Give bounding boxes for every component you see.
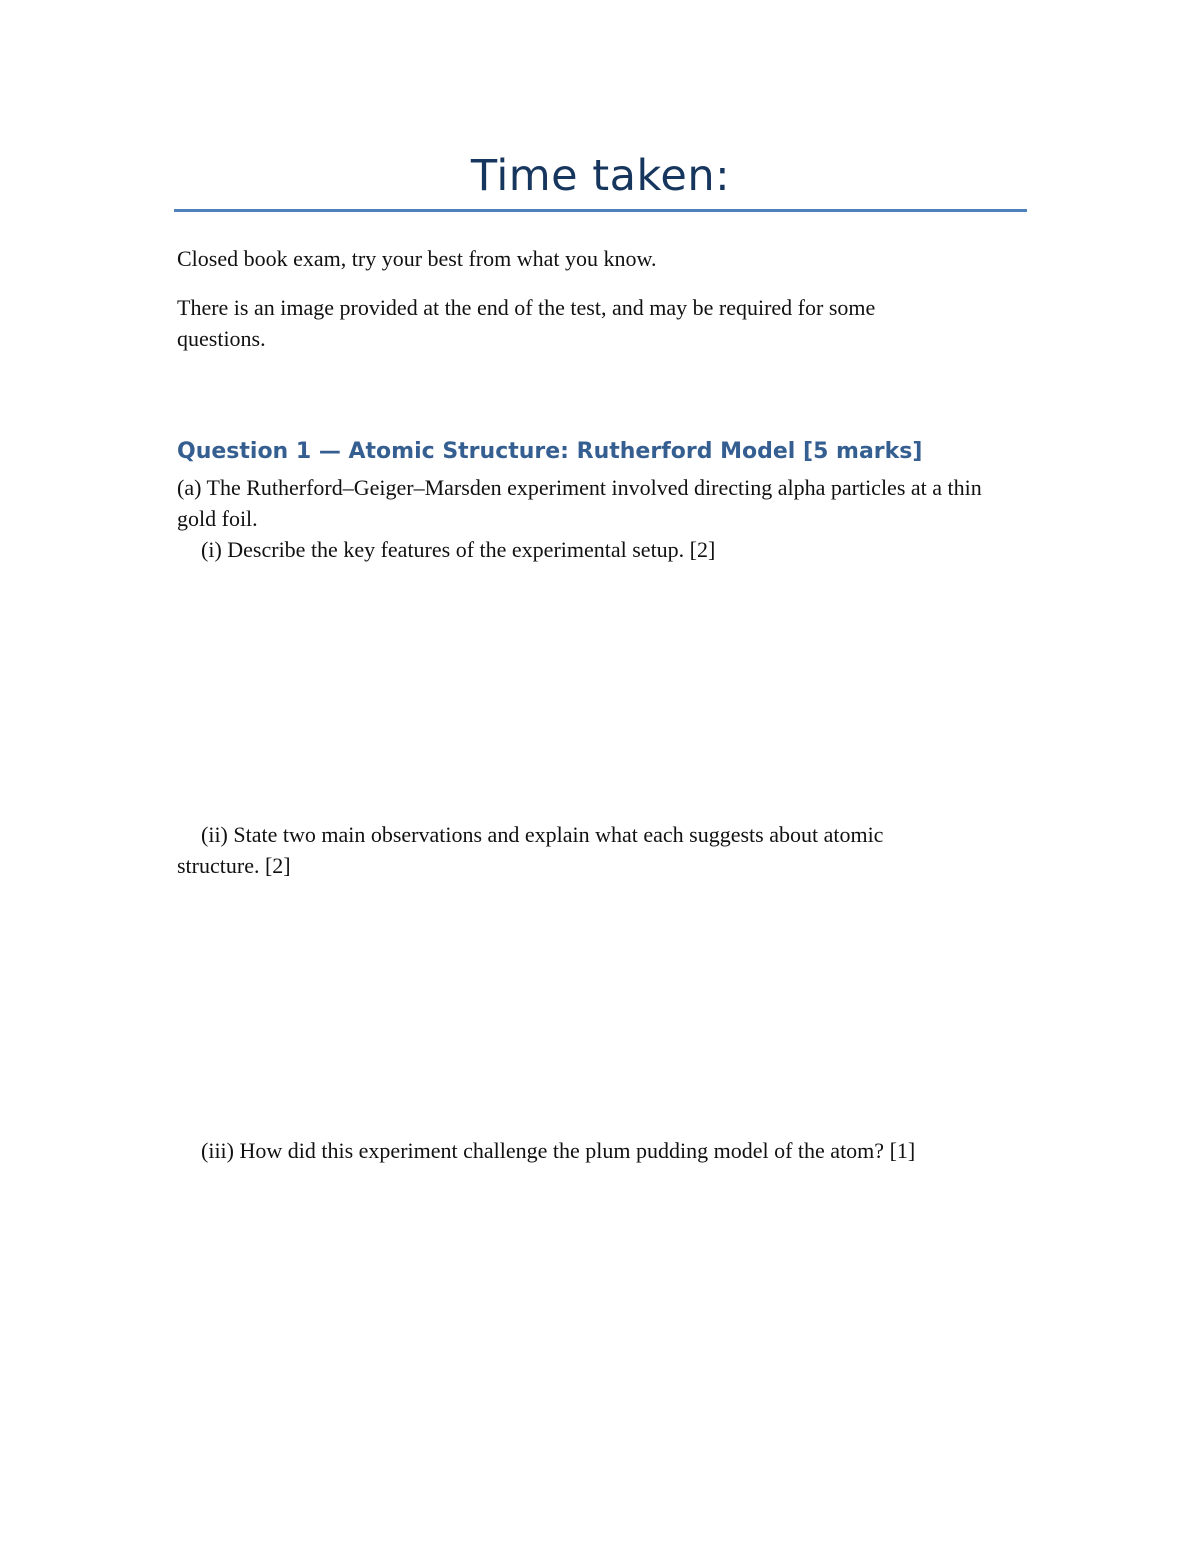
page-title: Time taken: [470,151,731,201]
question-1-heading: Question 1 — Atomic Structure: Rutherford Model [5 marks] [177,439,923,464]
question-1-sub-ii: (ii) State two main observations and explain what each suggests about atomic structure. [2] [177,822,884,878]
question-1-part-a: (a) The Rutherford–Geiger–Marsden experiment involved directing alpha particles at a thin gold foil. [177,475,982,531]
title-divider [174,209,1027,212]
question-1-sub-iii: (iii) How did this experiment challenge the plum pudding model of the atom? [1] [201,1138,916,1163]
intro-image-note: There is an image provided at the end of the test, and may be required for some questions. [177,295,876,351]
intro-instruction: Closed book exam, try your best from what you know. [177,246,657,271]
question-1-sub-i: (i) Describe the key features of the experimental setup. [2] [201,537,716,562]
